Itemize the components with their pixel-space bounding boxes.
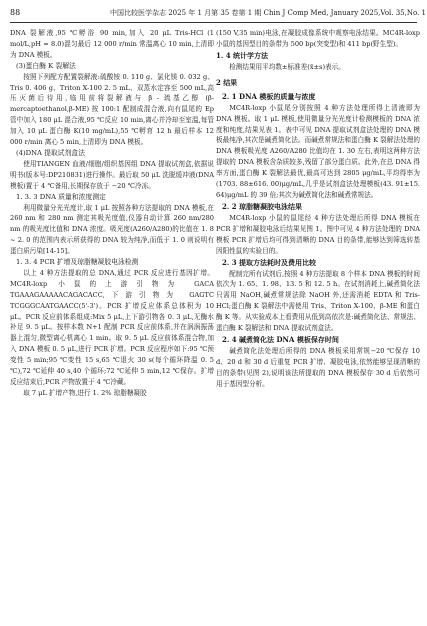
paragraph: 取 7 μL 扩增产物,进行 1. 2% 琼脂糖凝胶: [23, 388, 147, 397]
journal-title: 中国比较医学杂志 2025 年 1 月第 35 卷第 1 期 Chin J Comp Med, January 2025,Vol. 35,No. 1: [110, 9, 426, 17]
section-heading-2-1: 2. 1 DNA 模板的质量与浓度: [222, 91, 316, 101]
paragraph: (150 V,35 min)电泳,在凝胶成像系统中观察电泳结果。MC4R-loxp 小鼠的基因型目的条带为 500 bp(突变型)和 411 bp(野生型)。: [216, 29, 420, 48]
paragraph: 配制完所有试剂后,按照 4 种方法提取 8 个样本 DNA 模板的时间依次为 1. 65、1. 98、13. 5 和 12. 5 h。在试剂消耗上,碱煮简化法只需用 NaOH,碱煮常规法除 NaOH 外,还需消耗 EDTA 和 Tris-HCl;蛋白酶 K 裂解法中需使用 Tris、Triton X-100、β-ME 和蛋白酶 K 等。从实验成本上看费用从低到高依次是:碱煮简化法、常规法、蛋白酶 K 裂解法和 DNA 提取试剂盒法。: [216, 269, 420, 333]
paragraph: MC4R-loxp 小鼠的鼠尾经 4 种方法处理后所得 DNA 模板在 PCR 扩增和凝胶电泳后结果见图 1。图中可见 4 种方法处理的 DNA 模板 PCR 扩增后均可得到清晰的 DNA 目的条带,能够达到筛选转基因阳性鼠的实验目的。: [216, 213, 420, 255]
subheading-kit-method: (4)DNA 提取试剂盒法: [16, 148, 85, 157]
section-heading-2: 2 结果: [216, 77, 238, 87]
section-heading-1-3-4: 1. 3. 4 PCR 扩增及琼脂糖凝胶电泳检测: [16, 258, 139, 267]
section-heading-1-3-3: 1. 3. 3 DNA 质量和浓度测定: [16, 192, 106, 201]
paragraph: 碱煮简化法处理后所得的 DNA 模板采用常规−20 ℃保存 10 d、20 d 和 30 d 后重复 PCR 扩增、凝胶电泳,依然能够呈现清晰的目的条带(见图 2),说明该法所提取的 DNA 模板保存 30 d 后依然可用于基因型分析。: [216, 346, 420, 388]
right-column: [216, 28, 420, 390]
section-heading-1-4: 1. 4 统计学方法: [216, 50, 269, 60]
paragraph: 按照下列配方配置裂解液:硫酸铵 0. 110 g、氯化镁 0. 032 g、Tris 0. 406 g、Triton X-100 2. 5 mL、双蒸水定容至 500 mL,高压灭菌后待用,临用前将裂解液与 β - 巯基乙醇 (β-mercaptoethanol,β-ME) 按 100:1 配制成混合液,向有鼠尾的 Ep 管中加入 180 μL 混合液,95 ℃反应 10 min,离心并冷却至室温,每管加入 10 μL 蛋白酶 K(10 mg/mL),55 ℃孵育 12 h 最后样本 12 000 r/min 离心 5 min,上清即为 DNA 模板。: [10, 72, 214, 147]
subheading-proteinase-k: (3)蛋白酶 K 裂解法: [16, 61, 76, 70]
paragraph: 使用TIANGEN 血液/细胞/组织基因组 DNA 提取试剂盒,依据说明书(版本号:DP210831)进行操作。最后取 50 μL 洗脱缓冲液(DNA 模板)置于 4 ℃备用,长期保存放于 −20 ℃冷冻。: [10, 159, 214, 190]
page-number: 88: [10, 8, 21, 17]
section-heading-2-2: 2. 2 琼脂糖凝胶电泳结果: [222, 201, 303, 211]
left-column: [10, 28, 214, 399]
running-header: [10, 4, 426, 23]
section-heading-2-3: 2. 3 提取方法耗时及费用比较: [222, 257, 317, 267]
paragraph: 以上 4 种方法提取的总 DNA,通过 PCR 反应进行基因扩增。MC4R-loxp 小鼠的上游引物为 GACA TGAAAGAAAAACAGACACC,下游引物为 GAGTC TCGGGCAATGAACC(5'-3')。PCR 扩增反应体系总体积为 10 μL。PCR 反应前体系组成:Mix 5 μL,上下游引物各 0. 3 μL,无酶水补足 9. 5 μL。按样本数 N+1 配制 PCR 反应前体系,并在涡涡振荡器上混匀,微型离心机离心 1 min。取 9. 5 μL 反应前体系混合物,加入 DNA 模板 0. 5 μL,进行 PCR 扩增。PCR 反应程序如下:95 ℃预变性 5 min;95 ℃变性 15 s,65 ℃退火 30 s(每个循环降温 0. 5 ℃),72 ℃延伸 40 s,40 个循环;72 ℃延伸 5 min,12 ℃保存。扩增反应结束后,PCR 产物放置于 4 ℃冷藏。: [10, 268, 214, 386]
paragraph: DNA 裂解液,95 ℃孵浴 90 min,加入 20 μL Tris-HCl (1 mol/L,pH = 8.0)混匀最后 12 000 r/min 常温离心 10 min,上清即为 DNA 模板。: [10, 29, 214, 59]
paragraph: 检测结果用平均数±标准差(x̄±s)表示。: [229, 62, 345, 71]
section-heading-2-4: 2. 4 碱煮简化法 DNA 模板保存时间: [222, 334, 339, 344]
paragraph: 利用微量分光光度计,取 1 μL 按照各种方法提取的 DNA 模板,在 260 nm 和 280 nm 测定其吸光度值,仪器自动计算 260 nm/280 nm 的吸光度比值和 DNA 浓度。吸光度(A260/A280)的比值在 1. 8 ~ 2. 0 的范围内表示所获得的 DNA 较为纯净,而低于 1. 0 则说明有蛋白质污染[14-15]。: [10, 203, 214, 256]
paragraph: MC4R-loxp 小鼠尾分别按照 4 种方法处理所得上清液即为 DNA 模板。取 1 μL 模板,使用微量分光光度计检测模板的 DNA 浓度和纯度,结果见表 1。表中可见 DNA 提取试剂盒法处理的 DNA 模板最纯净,其次是碱煮简化法。而碱煮常规法和蛋白酶 K 裂解法处理的 DNA 模板吸光度 A260/A280 比值均在 1. 30 左右,表明这两种方法提取的 DNA 模板含杂质较多,残留了部分蛋白质。此外,在总 DNA 得率方面,蛋白酶 K 裂解法最优,最高可达到 2805 μg/mL,平均得率为(1703. 88±616. 00)μg/mL,几乎是试剂盒法处理模板(43. 91±15. 64)μg/mL 的 39 倍;其次为碱煮简化法和碱煮常规法。: [216, 103, 420, 199]
